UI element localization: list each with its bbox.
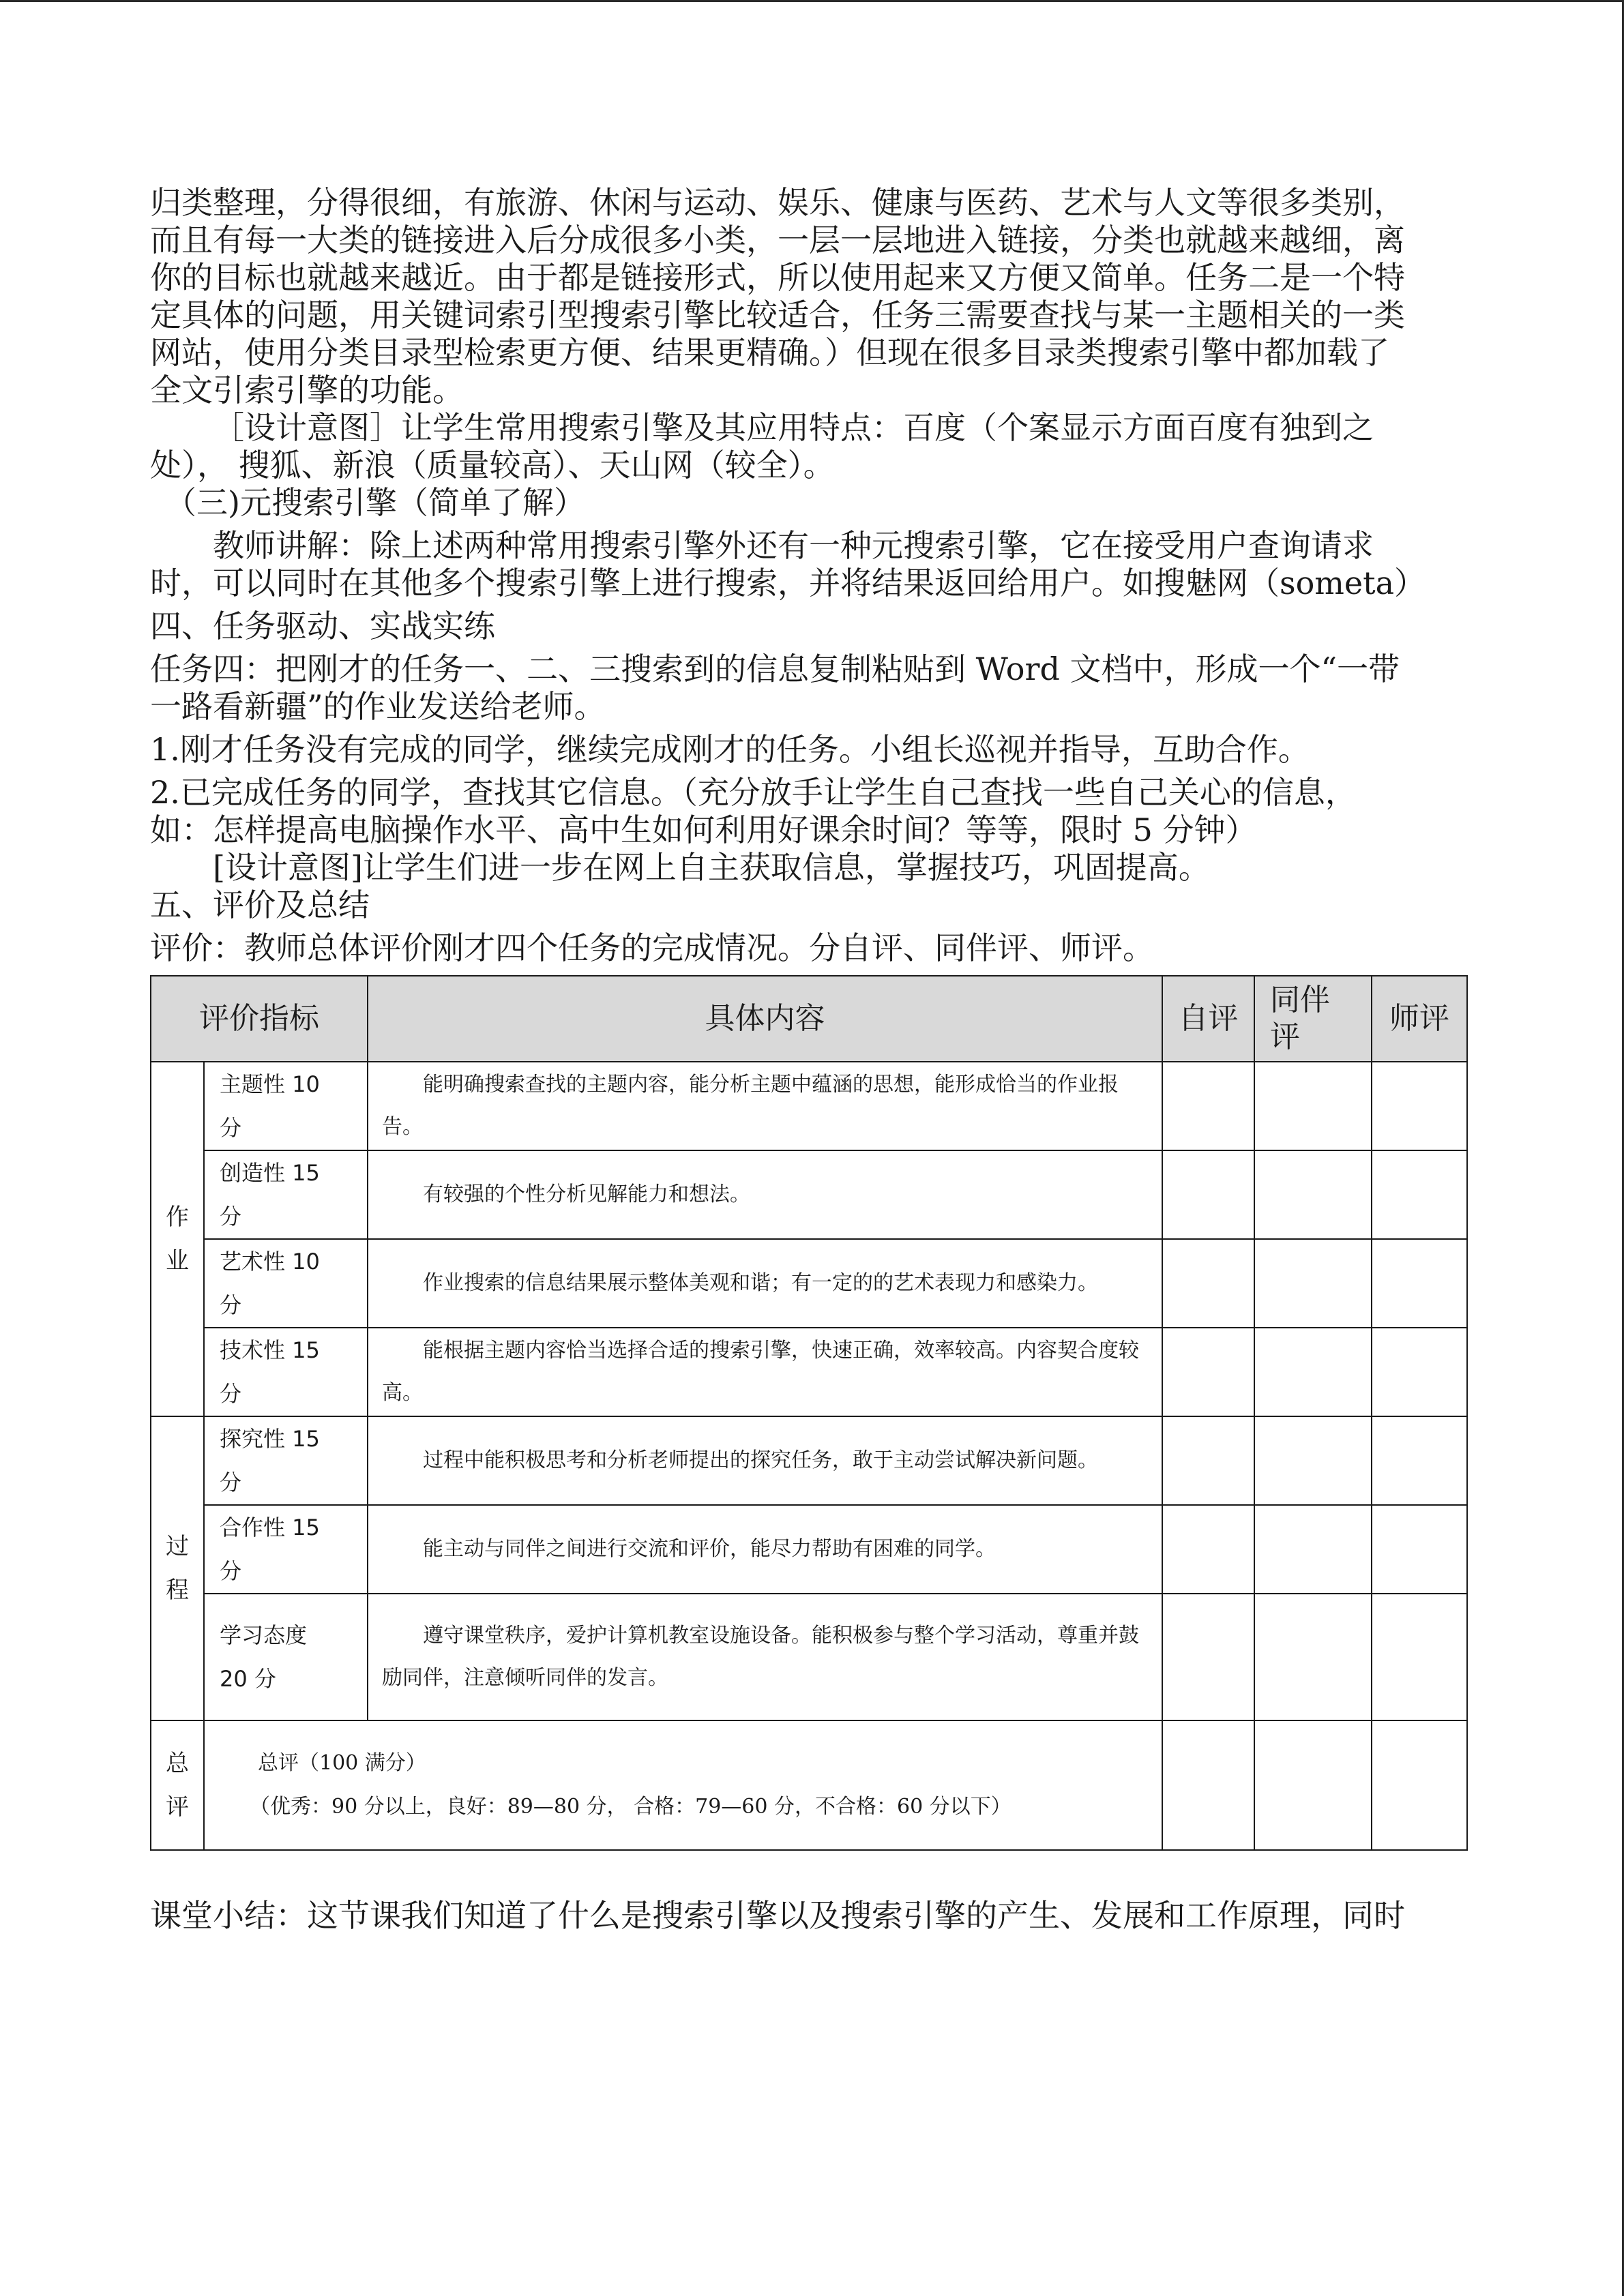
description-cell [368, 1062, 1162, 1150]
group-char: 程 [166, 1577, 189, 1604]
document-body [150, 184, 1466, 1935]
paragraph-line: 而且有每一大类的链接进入后分成很多小类，一层一层地进入链接，分类也就越来越细，离 [150, 222, 1405, 258]
paragraph-line: 2.已完成任务的同学，查找其它信息。（充分放手让学生自己查找一些自己关心的信息， [150, 774, 1357, 811]
teacher-score-cell[interactable] [1372, 1505, 1467, 1594]
description-cell [368, 1416, 1162, 1505]
header-indicator: 评价指标 [151, 976, 368, 1062]
header-self: 自评 [1162, 976, 1254, 1062]
group-char: 业 [166, 1247, 189, 1274]
indicator-name: 探究性 15 [220, 1426, 320, 1452]
self-score-cell[interactable] [1162, 1239, 1254, 1328]
peer-score-cell[interactable] [1254, 1720, 1372, 1850]
section-heading: （三)元搜索引擎（简单了解） [165, 484, 585, 521]
peer-score-cell[interactable] [1254, 1150, 1372, 1239]
evaluation-table [150, 975, 1468, 1851]
group-char: 过 [166, 1533, 189, 1560]
header-peer-line2: 评 [1270, 1019, 1300, 1054]
indicator-cell [204, 1416, 368, 1505]
total-description-cell [204, 1720, 1162, 1850]
self-score-cell[interactable] [1162, 1150, 1254, 1239]
indicator-score: 分 [220, 1470, 242, 1495]
self-score-cell[interactable] [1162, 1416, 1254, 1505]
paragraph-line: 一路看新疆”的作业发送给老师。 [150, 688, 606, 725]
total-row [151, 1720, 1467, 1850]
paragraph-line: 如：怎样提高电脑操作水平、高中生如何利用好课余时间？等等，限时 5 分钟） [150, 811, 1257, 848]
description-cell [368, 1150, 1162, 1239]
description-text: 有较强的个性分析见解能力和想法。 [423, 1182, 750, 1206]
summary-line: 课堂小结：这节课我们知道了什么是搜索引擎以及搜索引擎的产生、发展和工作原理，同时 [150, 1897, 1405, 1934]
indicator-score: 分 [220, 1204, 242, 1229]
paragraph-line: 处）， 搜狐、新浪（质量较高）、天山网（较全）。 [150, 447, 835, 483]
indicator-score: 分 [220, 1115, 242, 1141]
indicator-cell [204, 1328, 368, 1416]
header-peer [1254, 976, 1372, 1062]
indicator-score: 分 [220, 1292, 242, 1318]
design-intent-line: [设计意图]让学生们进一步在网上自主获取信息，掌握技巧，巩固提高。 [213, 849, 1210, 886]
teacher-score-cell[interactable] [1372, 1062, 1467, 1150]
peer-score-cell[interactable] [1254, 1062, 1372, 1150]
description-cell [368, 1328, 1162, 1416]
teacher-score-cell[interactable] [1372, 1150, 1467, 1239]
paragraph-line: 网站，使用分类目录型检索更方便、结果更精确。）但现在很多目录类搜索引擎中都加载了 [150, 334, 1389, 371]
group-char: 评 [166, 1793, 189, 1821]
self-score-cell[interactable] [1162, 1505, 1254, 1594]
description-cell [368, 1239, 1162, 1328]
indicator-score: 分 [220, 1381, 242, 1407]
teacher-score-cell[interactable] [1372, 1239, 1467, 1328]
total-grading-scale: （优秀：90 分以上，良好：89—80 分， 合格：79—60 分，不合格：60 分以下） [250, 1795, 1012, 1819]
description-text: 作业搜索的信息结果展示整体美观和谐；有一定的的艺术表现力和感染力。 [423, 1271, 1098, 1295]
paragraph-line: 教师讲解：除上述两种常用搜索引擎外还有一种元搜索引擎，它在接受用户查询请求 [213, 527, 1374, 564]
teacher-score-cell[interactable] [1372, 1720, 1467, 1850]
teacher-score-cell[interactable] [1372, 1328, 1467, 1416]
indicator-name: 技术性 15 [220, 1337, 320, 1363]
indicator-score: 20 分 [220, 1666, 276, 1692]
table-header-row [151, 976, 1467, 1062]
header-peer-line1: 同伴 [1270, 983, 1330, 1017]
peer-score-cell[interactable] [1254, 1505, 1372, 1594]
table-row [151, 1505, 1467, 1594]
self-score-cell[interactable] [1162, 1062, 1254, 1150]
group-char: 总 [166, 1750, 189, 1777]
peer-score-cell[interactable] [1254, 1328, 1372, 1416]
paragraph-line: 任务四：把刚才的任务一、二、三搜索到的信息复制粘贴到 Word 文档中，形成一个“一带 [150, 651, 1400, 687]
paragraph-line: 1.刚才任务没有完成的同学，继续完成刚才的任务。小组长巡视并指导，互助合作。 [150, 731, 1310, 768]
table-row [151, 1239, 1467, 1328]
description-cell [368, 1594, 1162, 1720]
group-total [151, 1720, 204, 1850]
teacher-score-cell[interactable] [1372, 1416, 1467, 1505]
indicator-cell [204, 1062, 368, 1150]
indicator-cell [204, 1594, 368, 1720]
indicator-name: 学习态度 [220, 1622, 308, 1648]
peer-score-cell[interactable] [1254, 1239, 1372, 1328]
indicator-name: 创造性 15 [220, 1160, 320, 1186]
indicator-name: 艺术性 10 [220, 1249, 320, 1274]
header-teacher: 师评 [1372, 976, 1467, 1062]
group-homework [151, 1062, 204, 1416]
section-heading: 四、任务驱动、实战实练 [150, 608, 495, 644]
description-text: 遵守课堂秩序，爱护计算机教室设施设备。能积极参与整个学习活动，尊重并鼓励同伴，注意倾听同伴的发言。 [382, 1624, 1139, 1690]
description-text: 过程中能积极思考和分析老师提出的探究任务，敢于主动尝试解决新问题。 [423, 1448, 1098, 1472]
paragraph-line: 评价：教师总体评价刚才四个任务的完成情况。分自评、同伴评、师评。 [150, 929, 1154, 966]
description-text: 能主动与同伴之间进行交流和评价，能尽力帮助有困难的同学。 [423, 1537, 996, 1561]
peer-score-cell[interactable] [1254, 1416, 1372, 1505]
table-row [151, 1062, 1467, 1150]
self-score-cell[interactable] [1162, 1594, 1254, 1720]
table-row [151, 1594, 1467, 1720]
paragraph-line: 全文引索引擎的功能。 [150, 372, 464, 408]
design-intent-line: ［设计意图］让学生常用搜索引擎及其应用特点：百度（个案显示方面百度有独到之 [213, 409, 1374, 446]
paragraph-line: 你的目标也就越来越近。由于都是链接形式，所以使用起来又方便又简单。任务二是一个特 [150, 259, 1405, 296]
indicator-cell [204, 1505, 368, 1594]
indicator-cell [204, 1239, 368, 1328]
self-score-cell[interactable] [1162, 1328, 1254, 1416]
self-score-cell[interactable] [1162, 1720, 1254, 1850]
group-process [151, 1416, 204, 1720]
description-text: 能根据主题内容恰当选择合适的搜索引擎，快速正确，效率较高。内容契合度较高。 [382, 1339, 1139, 1405]
indicator-name: 合作性 15 [220, 1515, 320, 1540]
header-content: 具体内容 [368, 976, 1162, 1062]
indicator-cell [204, 1150, 368, 1239]
table-row [151, 1416, 1467, 1505]
total-title: 总评（100 满分） [258, 1751, 426, 1775]
section-heading: 五、评价及总结 [150, 886, 370, 923]
table-row [151, 1150, 1467, 1239]
description-text: 能明确搜索查找的主题内容，能分析主题中蕴涵的思想，能形成恰当的作业报告。 [382, 1073, 1119, 1139]
description-cell [368, 1505, 1162, 1594]
group-char: 作 [166, 1204, 189, 1231]
indicator-name: 主题性 10 [220, 1071, 320, 1097]
page-top-border [0, 0, 1624, 2]
paragraph-line: 定具体的问题，用关键词索引型搜索引擎比较适合，任务三需要查找与某一主题相关的一类 [150, 297, 1405, 333]
paragraph-line: 时，可以同时在其他多个搜索引擎上进行搜索，并将结果返回给用户。如搜魅网（someta） [150, 565, 1426, 601]
table-row [151, 1328, 1467, 1416]
teacher-score-cell[interactable] [1372, 1594, 1467, 1720]
paragraph-line: 归类整理，分得很细，有旅游、休闲与运动、娱乐、健康与医药、艺术与人文等很多类别， [150, 184, 1405, 221]
indicator-score: 分 [220, 1558, 242, 1584]
peer-score-cell[interactable] [1254, 1594, 1372, 1720]
